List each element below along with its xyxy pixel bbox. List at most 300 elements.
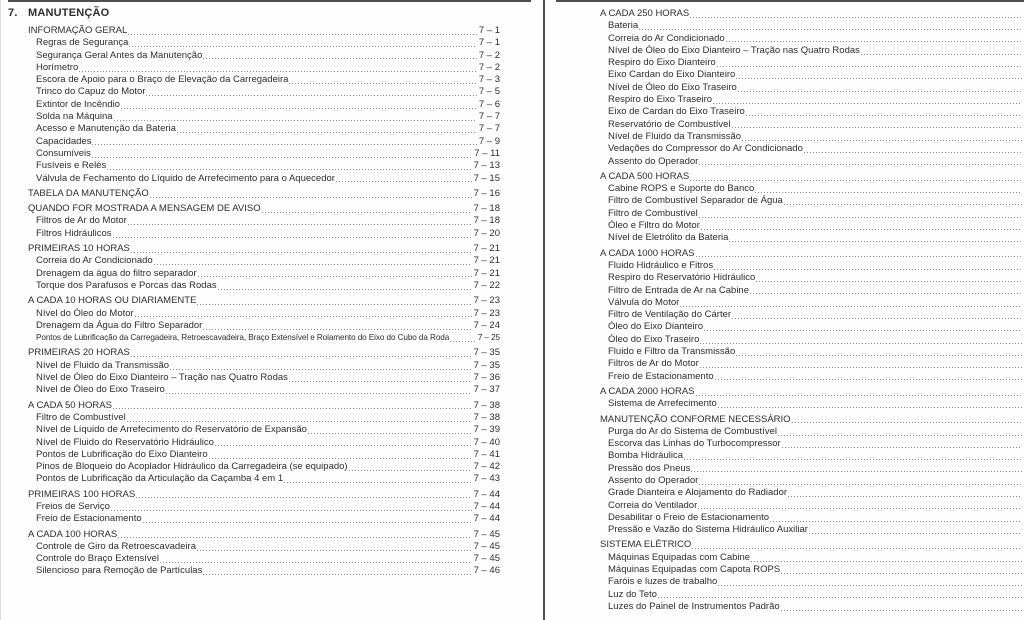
toc-entry-label: Segurança Geral Antes da Manutenção [36,49,203,61]
dot-leader [698,508,1022,509]
toc-entry-label: Nível de Óleo do Eixo Dianteiro – Tração nas Quatro Rodas [36,372,288,384]
dot-leader [784,204,1022,205]
toc-left-entries [8,25,500,578]
toc-entry-label: Consumíveis [36,147,91,159]
dot-leader [131,356,472,357]
dot-leader [770,521,1022,522]
toc-entry-label: QUANDO FOR MOSTRADA A MENSAGEM DE AVISO [28,203,261,215]
toc-entry-label: Pontos de Lubrificação da Articulação da Caçamba 4 em 1 [36,473,284,485]
dot-leader [736,78,1022,79]
toc-entry-label: Silencioso para Remoção de Partículas [36,565,203,577]
toc-entry-label: Óleo do Eixo Dianteiro [608,321,704,333]
toc-entry-label: Luz do Teto [608,588,657,600]
dot-leader [289,83,476,84]
dot-leader [170,369,472,370]
dot-leader [154,264,472,265]
dot-leader [792,422,1022,423]
top-rule-right [556,0,1024,2]
toc-entry-label: Máquinas Equipadas com Capota ROPS [608,564,781,576]
toc-entry [8,123,500,135]
dot-leader [349,470,472,471]
dot-leader [700,343,1022,344]
toc-entry-label: Reservatório de Combustível [608,118,731,130]
toc-entry-label: Fluido e Filtro da Transmissão [608,346,736,358]
top-rule-left [8,0,531,2]
toc-entry-label: Freio de Estacionamento [36,513,142,525]
dot-leader [717,66,1022,67]
dot-leader [197,550,472,551]
toc-entry-label: Respiro do Eixo Traseiro [608,94,713,106]
dot-leader [691,471,1022,472]
toc-entry-label: Filtro de Entrada de Ar na Cabine [608,284,750,296]
toc-right-entries [600,8,1024,613]
dot-leader [726,41,1022,42]
dot-leader [861,54,1022,55]
toc-entry-label: Cabine ROPS e Suporte do Banco [608,183,755,195]
toc-entry [8,541,500,553]
dot-leader [79,71,477,72]
toc-entry-label: PRIMEIRAS 20 HORAS [28,347,130,359]
toc-entry [8,99,500,111]
toc-entry-label: Controle do Braço Extensível [36,553,160,565]
toc-entry-page: 7 – 40 [473,436,500,448]
toc-entry-page: 7 – 18 [473,215,500,227]
chapter-number: 7. [8,7,18,19]
toc-entry-page: 7 – 24 [473,319,500,331]
toc-entry-label: Filtros Hidráulicos [36,227,112,239]
toc-entry-page: 7 – 23 [473,307,500,319]
toc-entry-label: Faróis e luzes de trabalho [608,576,718,588]
toc-entry-label: PRIMEIRAS 10 HORAS [28,243,130,255]
toc-entry [600,309,1024,321]
toc-right-column [600,8,1024,620]
toc-entry [600,475,1024,487]
dot-leader [129,46,476,47]
toc-entry-page: 7 – 45 [473,553,500,565]
toc-entry-label: Pontos de Lubrificação do Eixo Dianteiro [36,448,208,460]
toc-entry-label: Bomba Hidráulica [608,450,683,462]
toc-entry [600,358,1024,370]
toc-entry-label: Pinos de Bloqueio do Acoplador Hidráulico da Carregadeira (se equipado) [36,461,348,473]
dot-leader [658,597,1022,598]
dot-leader [738,91,1022,92]
toc-entry-label: Capacidades [36,135,92,147]
dot-leader [755,192,1022,193]
dot-leader [308,433,472,434]
dot-leader [203,329,471,330]
toc-entry-page: 7 – 6 [478,98,500,110]
toc-entry-page: 7 – 9 [478,135,500,147]
toc-entry-page: 7 – 16 [473,187,500,199]
toc-entry-page: 7 – 1 [478,37,500,49]
toc-entry [600,94,1024,106]
chapter-heading [8,6,500,21]
dot-leader [684,459,1022,460]
toc-entry [8,111,500,123]
toc-entry [8,473,500,485]
dot-leader [150,197,472,198]
toc-entry [8,136,500,148]
toc-entry-label: Filtros de Ar do Motor [608,358,699,370]
toc-entry [8,308,500,320]
toc-entry [8,360,500,372]
toc-entry-label: Óleo e Filtro do Motor [608,220,700,232]
toc-entry [600,512,1024,524]
dot-leader [111,510,472,511]
toc-entry [600,414,1024,426]
toc-entry-label: Nível de Fluido da Transmissão [608,130,742,142]
toc-entry-label: Válvula de Fechamento do Líquido de Arrefecimento para o Aquecedor [36,172,335,184]
toc-entry-label: Eixo de Cardan do Eixo Traseiro [608,106,745,118]
toc-entry [600,195,1024,207]
toc-entry [8,449,500,461]
toc-entry [600,82,1024,94]
toc-entry-label: Nível do Óleo do Motor [36,307,134,319]
toc-entry-label: Filtro de Combustível [36,411,126,423]
dot-leader [809,533,1022,534]
dot-leader [680,306,1022,307]
toc-entry [600,33,1024,45]
toc-entry [600,119,1024,131]
toc-entry [8,529,500,541]
toc-entry-page: 7 – 18 [473,203,500,215]
toc-entry-page: 7 – 44 [473,488,500,500]
toc-entry-page: 7 – 36 [473,372,500,384]
dot-leader [778,435,1022,436]
toc-entry [8,295,500,307]
toc-entry [8,424,500,436]
toc-entry-label: SISTEMA ELÉTRICO [600,539,692,551]
toc-entry-label: Sistema de Arrefecimento [608,398,717,410]
toc-entry-page: 7 – 46 [473,565,500,577]
toc-entry-label: Assento do Operador [608,155,699,167]
toc-entry [8,489,500,501]
toc-entry-label: Filtros de Ar do Motor [36,215,127,227]
toc-entry-page: 7 – 22 [473,279,500,291]
toc-entry-label: Respiro do Eixo Dianteiro [608,57,716,69]
toc-entry [600,450,1024,462]
toc-entry-label: Nível de Óleo do Eixo Traseiro [608,81,737,93]
dot-leader [781,573,1022,574]
toc-entry [8,203,500,215]
toc-entry-label: Bateria [608,20,639,32]
toc-entry [600,539,1024,551]
dot-leader [146,95,476,96]
toc-entry-page: 7 – 2 [478,61,500,73]
toc-entry [600,386,1024,398]
toc-entry-page: 7 – 21 [473,267,500,279]
toc-entry [600,57,1024,69]
toc-entry-label: Assento do Operador [608,474,699,486]
page-left-edge-line [0,0,1,620]
toc-entry [8,62,500,74]
toc-entry-label: Filtro de Combustível [608,207,698,219]
toc-entry [8,50,500,62]
toc-entry-label: Drenagem da Água do Filtro Separador [36,319,203,331]
toc-entry-page: 7 – 38 [473,411,500,423]
toc-entry [600,524,1024,536]
toc-left-column [8,6,500,616]
toc-entry [600,248,1024,260]
toc-entry-page: 7 – 45 [473,540,500,552]
toc-entry-page: 7 – 37 [473,384,500,396]
dot-leader [690,180,1022,181]
dot-leader [131,252,472,253]
dot-leader [128,224,472,225]
toc-entry [600,371,1024,383]
toc-entry-label: Nível de Líquido de Arrefecimento do Reservatório de Expansão [36,424,307,436]
toc-entry [600,576,1024,588]
toc-entry [600,260,1024,272]
dot-leader [750,293,1022,294]
toc-entry [8,148,500,160]
toc-entry [600,438,1024,450]
dot-leader [742,140,1022,141]
dot-leader [715,379,1022,380]
toc-entry-label: Escorva das Linhas do Turbocompressor [608,438,781,450]
toc-entry [8,347,500,359]
toc-entry-label: Eixo Cardan do Eixo Dianteiro [608,69,736,81]
dot-leader [700,367,1022,368]
toc-entry-label: Nível de Fluido do Reservatório Hidráulico [36,436,214,448]
dot-leader [704,330,1022,331]
toc-entry-page: 7 – 41 [473,448,500,460]
toc-entry-label: A CADA 250 HORAS [600,8,690,19]
toc-entry [600,346,1024,358]
toc-entry-label: Correia do Ar Condicionado [608,32,725,44]
dot-leader [289,381,472,382]
toc-entry [600,334,1024,346]
toc-entry [8,412,500,424]
dot-leader [92,157,472,158]
dot-leader [804,152,1022,153]
toc-entry-label: Fluido Hidráulico e Fitros [608,259,714,271]
toc-entry [8,25,500,37]
toc-entry [8,553,500,565]
toc-entry-label: Válvula do Motor [608,296,680,308]
dot-leader [714,269,1022,270]
dot-leader [143,522,472,523]
toc-entry [600,131,1024,143]
toc-entry-label: Nível de Óleo do Eixo Traseiro [36,384,165,396]
toc-entry-label: Filtro de Ventilação do Cárter [608,309,732,321]
toc-entry [600,500,1024,512]
toc-entry [8,37,500,49]
dot-leader [782,447,1022,448]
toc-entry-label: Fusíveis e Relés [36,160,107,172]
dot-leader [197,304,471,305]
toc-entry-label: Nível de Fluido da Transmissão [36,359,170,371]
dot-leader [690,17,1022,18]
toc-entry [600,45,1024,57]
toc-entry [600,183,1024,195]
dot-leader [692,548,1022,549]
toc-entry [8,332,500,344]
toc-entry-label: Horímetro [36,61,79,73]
dot-leader [751,561,1022,562]
toc-entry-page: 7 – 23 [473,295,500,307]
toc-entry-label: Respiro do Reservatório Hidráulico [608,272,756,284]
toc-entry [600,601,1024,613]
toc-entry-label: Máquinas Equipadas com Cabine [608,551,751,563]
dot-leader [696,395,1022,396]
dot-leader [756,281,1022,282]
toc-entry [8,173,500,185]
toc-entry [600,8,1024,20]
toc-entry-label: A CADA 50 HORAS [28,399,112,411]
toc-entry-label: Purga do Ar do Sistema de Combustível [608,425,777,437]
toc-entry-label: Solda na Máquina [36,111,113,123]
toc-entry-page: 7 – 5 [478,86,500,98]
toc-entry-page: 7 – 38 [473,399,500,411]
dot-leader [450,341,476,342]
dot-leader [729,241,1022,242]
toc-entry-label: Regras de Segurança [36,37,129,49]
dot-leader [128,34,477,35]
toc-entry-page: 7 – 44 [473,513,500,525]
toc-entry-label: Drenagem da água do filtro separador [36,267,197,279]
toc-entry [8,74,500,86]
toc-entry [8,243,500,255]
toc-entry-label: Luzes do Painel de Instrumentos Padrão [608,600,780,612]
dot-leader [127,421,472,422]
dot-leader [262,212,472,213]
toc-entry [600,106,1024,118]
toc-entry [600,208,1024,220]
toc-entry-page: 7 – 3 [478,74,500,86]
dot-leader [284,482,471,483]
toc-entry-page: 7 – 7 [478,111,500,123]
dot-leader [135,316,472,317]
toc-entry-label: INFORMAÇÃO GERAL [28,25,128,36]
toc-entry-label: Pressão e Vazão do Sistema Hidráulico Auxiliar [608,524,808,536]
toc-entry [600,426,1024,438]
dot-leader [699,164,1022,165]
toc-entry-label: PRIMEIRAS 100 HORAS [28,488,136,500]
toc-entry-label: Filtro de Combustível Separador de Água [608,195,783,207]
toc-entry [600,69,1024,81]
toc-entry [600,564,1024,576]
toc-entry [8,501,500,513]
dot-leader [198,276,472,277]
dot-leader [713,103,1022,104]
toc-entry [8,565,500,577]
dot-leader [160,562,472,563]
toc-entry-page: 7 – 21 [473,255,500,267]
toc-entry-label: A CADA 500 HORAS [600,170,690,182]
toc-entry [8,400,500,412]
toc-entry-page: 7 – 15 [473,172,500,184]
dot-leader [209,458,472,459]
toc-entry [8,384,500,396]
toc-entry-label: Controle de Giro da Retroescavadeira [36,540,197,552]
dot-leader [699,217,1022,218]
toc-entry-label: Correia do Ar Condicionado [36,255,153,267]
toc-entry [8,437,500,449]
toc-entry-label: Pontos de Lubrificação da Carregadeira, Retroescavadeira, Braço Extensível e Rolamento do Eixo do Cubo da Roda [36,333,450,343]
toc-entry [8,513,500,525]
toc-entry [600,156,1024,168]
toc-entry-label: Escora de Apoio para o Braço de Elevação da Carregadeira [36,74,289,86]
toc-entry-label: A CADA 1000 HORAS [600,247,695,259]
toc-entry-label: Freio de Estacionamento [608,370,714,382]
toc-entry [600,552,1024,564]
dot-leader [718,585,1022,586]
dot-leader [781,610,1022,611]
toc-entry-label: Freios de Serviço [36,500,110,512]
toc-entry [8,160,500,172]
toc-entry-page: 7 – 35 [473,347,500,359]
column-divider [543,0,545,620]
dot-leader [136,497,471,498]
toc-entry-label: Desabilitar o Freio de Estacionamento [608,511,770,523]
toc-entry [600,487,1024,499]
toc-entry-label: TABELA DA MANUTENÇÃO [28,187,149,199]
dot-leader [699,484,1022,485]
dot-leader [121,108,477,109]
toc-entry-label: A CADA 10 HORAS OU DIARIAMENTE [28,295,197,307]
toc-entry [600,398,1024,410]
dot-leader [113,408,472,409]
dot-leader [92,144,476,145]
toc-entry-page: 7 – 39 [473,424,500,436]
dot-leader [203,58,476,59]
dot-leader [718,407,1022,408]
dot-leader [215,445,472,446]
toc-entry-label: Extintor de Incêndio [36,98,120,110]
toc-entry [600,285,1024,297]
toc-entry [8,280,500,292]
toc-entry-page: 7 – 35 [473,359,500,371]
toc-entry-label: Nível de Óleo do Eixo Dianteiro – Tração nas Quatro Rodas [608,44,860,56]
toc-entry-label: Correia do Ventilador [608,499,698,511]
dot-leader [639,29,1022,30]
dot-leader [732,318,1022,319]
toc-entry-page: 7 – 1 [478,25,500,36]
toc-entry-page: 7 – 7 [478,123,500,135]
toc-entry [600,297,1024,309]
toc-entry-page: 7 – 2 [478,49,500,61]
toc-entry-label: MANUTENÇÃO CONFORME NECESSÁRIO [600,413,791,425]
toc-entry-label: A CADA 100 HORAS [28,528,118,540]
toc-entry [8,215,500,227]
dot-leader [788,496,1022,497]
toc-entry-page: 7 – 42 [473,461,500,473]
toc-entry [8,461,500,473]
toc-entry [600,232,1024,244]
dot-leader [746,115,1022,116]
toc-entry [600,463,1024,475]
toc-entry-page: 7 – 43 [473,473,500,485]
dot-leader [218,289,472,290]
toc-entry [8,372,500,384]
toc-entry-label: Vedações do Compressor do Ar Condicionado [608,143,803,155]
toc-entry-label: Pressão dos Pneus [608,462,691,474]
toc-entry-page: 7 – 11 [474,147,500,159]
toc-entry-page: 7 – 45 [473,528,500,540]
toc-entry [600,220,1024,232]
toc-entry [8,320,500,332]
dot-leader [732,127,1023,128]
dot-leader [336,181,472,182]
dot-leader [113,237,472,238]
toc-entry [8,255,500,267]
toc-entry [600,321,1024,333]
dot-leader [166,393,472,394]
dot-leader [177,132,477,133]
toc-entry-label: Grade Dianteira e Alojamento do Radiador [608,487,788,499]
toc-entry-page: 7 – 21 [473,243,500,255]
